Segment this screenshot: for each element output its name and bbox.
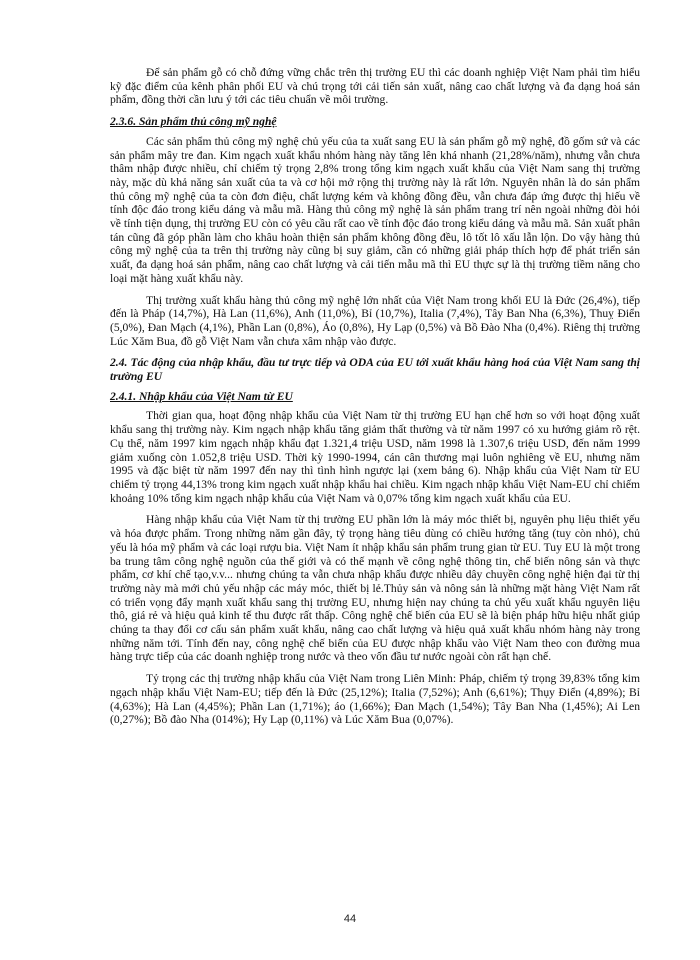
heading-2-3-6: 2.3.6. Sản phẩm thủ công mỹ nghệ xyxy=(110,115,277,129)
paragraph-imports-overview: Thời gian qua, hoạt động nhập khẩu của Việt Nam từ thị trường EU hạn chế hơn so với hoạt động xuất khẩu sang thị trường này. Kim ngạch nhập khẩu tăng giảm thất thường và từ năm 1997 có xu hướng giảm rõ rệt. Cụ thể, năm 1997 kim ngạch nhập khẩu đạt 1.321,4 triệu USD, năm 1998 là 1.307,6 triệu USD, đến năm 1999 giảm xuống còn 1.052,8 triệu USD. Thời kỳ 1990-1994, cán cân thương mại luôn nghiêng về EU, nhưng năm 1995 và đặc biệt từ năm 1997 đến nay thì tình hình ngược lại (xem bảng 6). Nhập khẩu của Việt Nam từ EU chiếm tỷ trọng 44,13% trong kim ngạch xuất nhập khẩu hai chiều. Kim ngạch nhập khẩu Việt Nam-EU chỉ chiếm khoảng 10% tổng kim ngạch nhập khẩu của Việt Nam và 0,07% tổng kim ngạch xuất khẩu của EU. xyxy=(110,409,640,505)
page-number: 44 xyxy=(343,913,357,925)
paragraph-import-shares: Tỷ trọng các thị trường nhập khẩu của Việt Nam trong Liên Minh: Pháp, chiếm tỷ trọng 39,83% tổng kim ngạch nhập khẩu Việt Nam-EU; tiếp đến là Đức (25,12%); Italia (7,52%); Anh (6,61%); Thụy Điển (4,89%); Bỉ (4,63%); Hà Lan (4,45%); Phần Lan (1,71%); áo (1,66%); Đan Mạch (1,54%); Tây Ban Nha (1,45%); Ai Len (0,27%); Bồ đào Nha (014%); Hy Lạp (0,11%) và Lúc Xăm Bua (0,07%). xyxy=(110,672,640,727)
paragraph-import-goods: Hàng nhập khẩu của Việt Nam từ thị trường EU phần lớn là máy móc thiết bị, nguyên phụ liệu thiết yếu và hóa được phẩm. Trong những năm gần đây, tỷ trọng hàng tiêu dùng có chiều hướng tăng (tuy còn nhỏ), chủ yếu là hóa mỹ phẩm và các loại rượu bia. Việt Nam ít nhập khẩu sản phẩm trung gian từ EU. Tuy EU là một trong ba trung tâm công nghệ nguồn của thế giới và có thế mạnh về công nghệ thông tin, chế biến nông sản và thực phẩm, cơ khí chế tạo,v.v... nhưng chúng ta vẫn chưa nhập khẩu được nhiều dây chuyền công nghệ hiện đại từ thị trường này mà mới chủ yếu nhập các máy móc, thiết bị lẻ.Thủy sản và nông sản là những mặt hàng Việt Nam rất có triển vọng đẩy mạnh xuất khẩu sang thị trường EU, nhưng hiện nay chúng ta chủ yếu xuất khẩu nguyên liệu thô, giá rẻ và hiệu quả kinh tế thu được rất thấp. Công nghệ chế biến của EU sẽ là biện pháp hữu hiệu nhất giúp chúng ta thay đổi cơ cấu sản phẩm xuất khẩu, nâng cao chất lượng và hiệu quả xuất khẩu nhóm hàng này trong những năm tới. Tính đến nay, công nghệ chế biến của EU được nhập khẩu vào Việt Nam theo con đường mua hàng trực tiếp của các doanh nghiệp trong nước và theo vốn đầu tư nước ngoài còn rất hạn chế. xyxy=(110,513,640,664)
paragraph-handicrafts: Các sản phẩm thủ công mỹ nghệ chủ yếu của ta xuất sang EU là sản phẩm gỗ mỹ nghệ, đồ gốm sứ và các sản phẩm mây tre đan. Kim ngạch xuất khẩu nhóm hàng này tăng lên khá nhanh (21,28%/năm), nhưng vẫn chưa thâm nhập được nhiều, chỉ chiếm tỷ trọng 2,8% trong tổng kim ngạch xuất khẩu của Việt Nam sang thị trường này, mặc dù khả năng sản xuất của ta và cơ hội mở rộng thị trường này là rất lớn. Nguyên nhân là do sản phẩm thủ công mỹ nghệ của ta còn đơn điệu, chất lượng kém và không đồng đều, vẫn chưa đáp ứng được thị hiếu về tính độc đáo trong kiểu dáng và mẫu mã. Hàng thủ công mỹ nghệ là sản phẩm trang trí nên ngoài những đòi hỏi về tính tiện dụng, thị trường EU còn có yêu cầu rất cao về tính độc đáo trong kiểu dáng và mẫu mã. Sản xuất phân tán cũng đã góp phần làm cho khâu hoàn thiện sản phẩm không đồng đều, lô tốt lô xấu lẫn lộn. Do vậy hàng thủ công mỹ nghệ của ta trên thị trường này cũng bị suy giảm, cần có những giải pháp thích hợp để phát triển sản xuất, đa dạng hoá sản phẩm, nâng cao chất lượng và cải tiến mẫu mã thì EU thực sự là thị trường tiềm năng cho loại mặt hàng xuất khẩu này. xyxy=(110,134,640,285)
paragraph-handicraft-markets: Thị trường xuất khẩu hàng thủ công mỹ nghệ lớn nhất của Việt Nam trong khối EU là Đức (26,4%), tiếp đến là Pháp (14,7%), Hà Lan (11,6%), Anh (11,0%), Bỉ (10,7%), Italia (7,4%), Tây Ban Nha (6,3%), Thuỵ Điển (5,0%), Đan Mạch (4,1%), Phần Lan (0,8%), Áo (0,8%), Hy Lạp (0,5%) và Bồ Đào Nha (0,4%). Riêng thị trường Lúc Xăm Bua, đồ gỗ Việt Nam vẫn chưa xâm nhập vào được. xyxy=(110,293,640,348)
heading-2-4-1: 2.4.1. Nhập khẩu của Việt Nam từ EU xyxy=(110,389,293,403)
document-body xyxy=(110,66,640,735)
paragraph-wood-products: Để sản phẩm gỗ có chỗ đứng vững chắc trên thị trường EU thì các doanh nghiệp Việt Nam phải tìm hiểu kỹ đặc điểm của kênh phân phối EU và chú trọng tới cải tiến sản xuất, nâng cao chất lượng và đa dạng hoá sản phẩm, đồng thời cần lưu ý tới các tiêu chuẩn về môi trường. xyxy=(110,66,640,107)
heading-2-4: 2.4. Tác động của nhập khẩu, đầu tư trực tiếp và ODA của EU tới xuất khẩu hàng hoá của Việt Nam sang thị trường EU xyxy=(110,356,640,384)
